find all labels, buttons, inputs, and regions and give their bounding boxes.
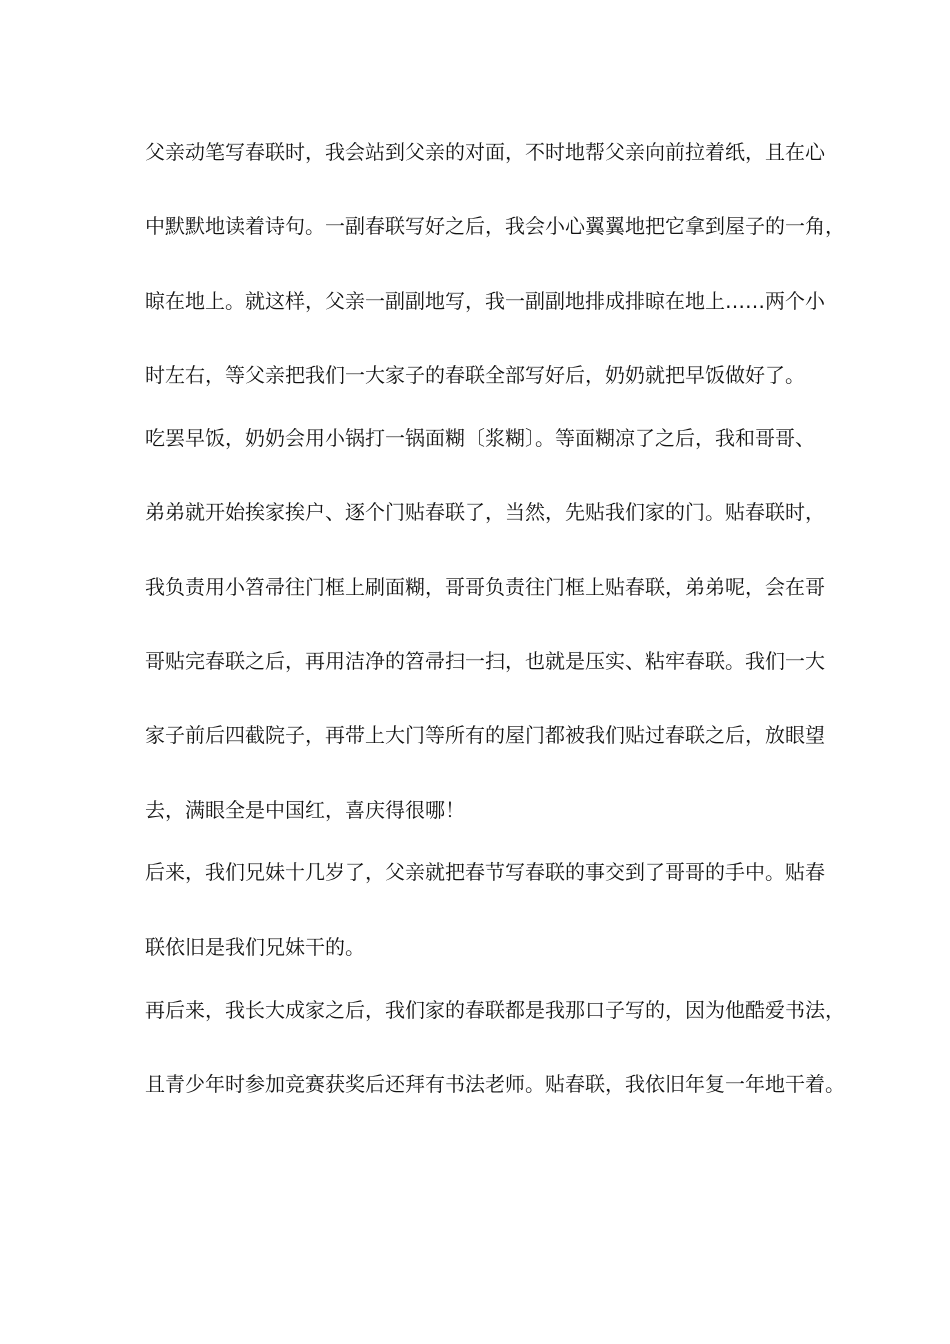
text-line: 且青少年时参加竞赛获奖后还拜有书法老师。贴春联，我依旧年复一年地干着。	[145, 1072, 845, 1096]
text-line: 中默默地读着诗句。一副春联写好之后，我会小心翼翼地把它拿到屋子的一角，	[145, 214, 845, 238]
text-line: 去，满眼全是中国红，喜庆得很哪！	[145, 798, 465, 822]
text-line: 父亲动笔写春联时，我会站到父亲的对面，不时地帮父亲向前拉着纸，且在心	[145, 140, 825, 164]
text-line: 哥贴完春联之后，再用洁净的笤帚扫一扫，也就是压实、粘牢春联。我们一大	[145, 649, 825, 673]
text-line: 我负责用小笤帚往门框上刷面糊，哥哥负责往门框上贴春联，弟弟呢，会在哥	[145, 575, 825, 599]
text-line: 时左右，等父亲把我们一大家子的春联全部写好后，奶奶就把早饭做好了。	[145, 363, 805, 387]
text-line: 再后来，我长大成家之后，我们家的春联都是我那口子写的，因为他酷爱书法，	[145, 998, 845, 1022]
text-line: 后来，我们兄妹十几岁了，父亲就把春节写春联的事交到了哥哥的手中。贴春	[145, 860, 825, 884]
text-line: 吃罢早饭，奶奶会用小锅打一锅面糊〔浆糊〕。等面糊凉了之后，我和哥哥、	[145, 426, 815, 450]
text-line: 弟弟就开始挨家挨户、逐个门贴春联了，当然，先贴我们家的门。贴春联时，	[145, 500, 825, 524]
text-line: 家子前后四截院子，再带上大门等所有的屋门都被我们贴过春联之后，放眼望	[145, 723, 825, 747]
text-line: 联依旧是我们兄妹干的。	[145, 935, 365, 959]
text-line: 晾在地上。就这样，父亲一副副地写，我一副副地排成排晾在地上……两个小	[145, 289, 825, 313]
